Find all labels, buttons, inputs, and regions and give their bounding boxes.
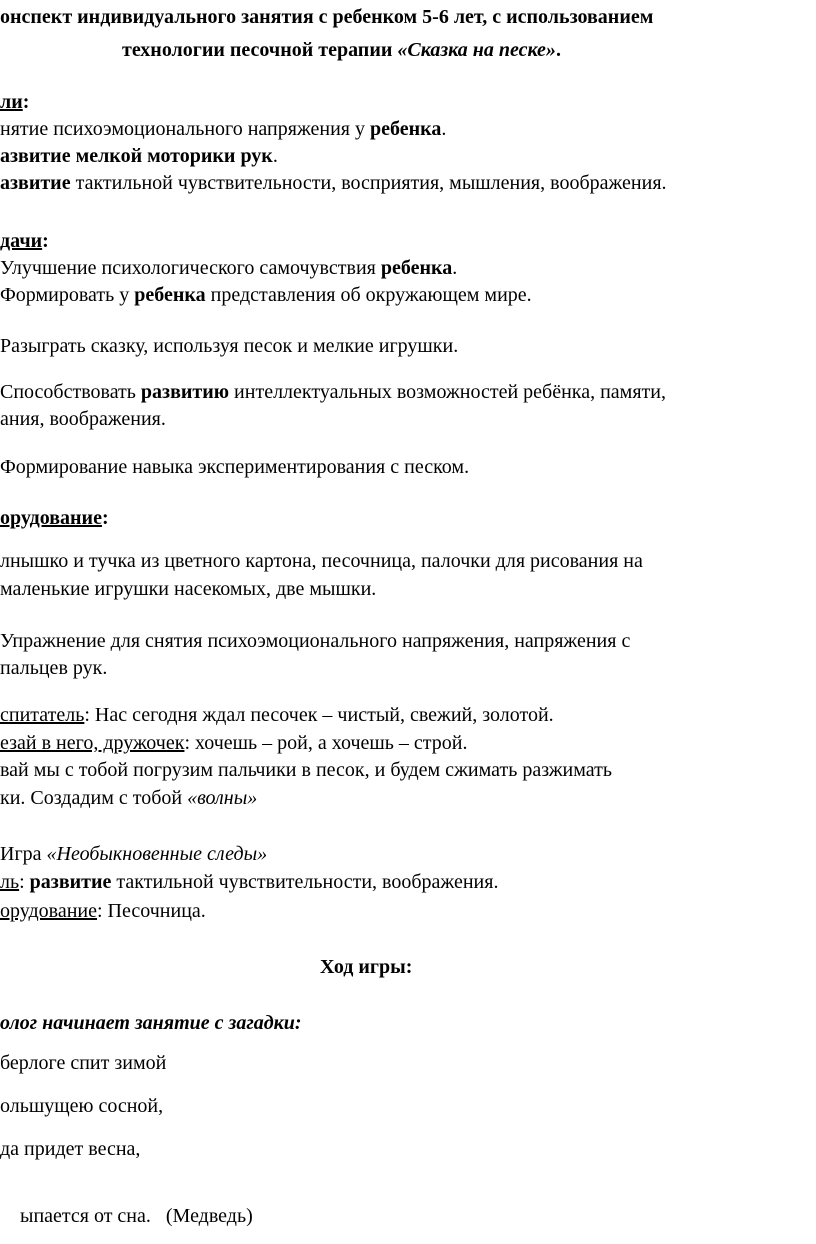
riddle-line-2-text: ольшущею сосной, [0, 1095, 164, 1117]
game-goal-text: тактильной чувствительности, воображения. [111, 871, 499, 893]
task-item-3-text: Разыграть сказку, используя песок и мелкие игрушки. [0, 335, 459, 357]
game-equipment-label: орудование [0, 900, 97, 922]
equipment-line-1 [0, 549, 643, 573]
task-item-2 [0, 283, 532, 307]
tasks-heading [0, 229, 49, 253]
task-item-5 [0, 455, 469, 479]
game-equipment-text: : Песочница. [97, 900, 206, 922]
game-goal-label: ль [0, 871, 20, 893]
goal-item-3-bold: азвитие [0, 172, 71, 194]
game-title [0, 842, 267, 866]
poem-line-2-text: : хочешь – рой, а хочешь – строй. [184, 732, 468, 754]
game-goal-bold: развитие [29, 871, 112, 893]
riddle-intro-text: олог начинает занятие с загадки: [0, 1012, 302, 1034]
poem-line-3 [0, 758, 612, 782]
exercise-line-1 [0, 629, 630, 653]
poem-line-1-speaker: спитатель [0, 704, 85, 726]
task-item-2-end: представления об окружающем мире. [205, 284, 532, 306]
course-heading-text: Ход игры: [320, 956, 413, 978]
task-item-4-rest: интеллектуальных возможностей ребёнка, памяти, [229, 381, 666, 403]
riddle-line-1 [0, 1051, 166, 1075]
goal-item-2-end: . [272, 145, 278, 167]
riddle-line-2 [0, 1094, 163, 1118]
poem-line-4 [0, 786, 257, 810]
game-title-prefix: Игра [0, 843, 47, 865]
poem-line-1-text: : Нас сегодня ждал песочек – чистый, свежий, золотой. [84, 704, 554, 726]
game-title-name: «Необыкновенные следы» [46, 843, 268, 865]
poem-line-2 [0, 731, 468, 755]
title-text-1: онспект индивидуального занятия с ребенком 5-6 лет, с использованием [0, 6, 654, 28]
poem-line-3-text: вай мы с тобой погрузим пальчики в песок, и будем сжимать разжимать [0, 759, 613, 781]
goal-item-2-bold: азвитие мелкой моторики рук [0, 145, 273, 167]
game-equipment [0, 899, 206, 923]
equipment-line-2 [0, 577, 376, 601]
task-item-2-text: Формировать у [0, 284, 135, 306]
exercise-line-2 [0, 656, 107, 680]
goals-heading-colon: : [22, 91, 30, 113]
task-item-4-continuation [0, 407, 166, 431]
riddle-line-4 [0, 1180, 253, 1244]
poem-line-4-text: ки. Создадим с тобой [0, 787, 188, 809]
task-item-5-text: Формирование навыка экспериментирования с песком. [0, 456, 470, 478]
task-item-3 [0, 334, 458, 358]
goal-item-2 [0, 144, 278, 168]
goal-item-1 [0, 117, 446, 141]
goal-item-1-bold: ребенка [369, 118, 442, 140]
riddle-line-1-text: берлоге спит зимой [0, 1052, 167, 1074]
equipment-line-2-text: маленькие игрушки насекомых, две мышки. [0, 578, 377, 600]
task-item-4 [0, 380, 666, 404]
title-period: . [555, 39, 561, 61]
document-title-line-1 [0, 5, 653, 29]
goal-item-3-text: тактильной чувствительности, восприятия, мышления, воображения. [70, 172, 667, 194]
poem-line-4-italic: «волны» [187, 787, 258, 809]
title-text-2: технологии песочной терапии [122, 39, 398, 61]
exercise-line-2-text: пальцев рук. [0, 657, 108, 679]
tasks-heading-text: дачи [0, 230, 43, 252]
game-goal-colon: : [19, 871, 30, 893]
task-item-4-bold: развитию [140, 381, 230, 403]
tasks-heading-colon: : [42, 230, 49, 252]
equipment-line-1-text: лнышко и тучка из цветного картона, песочница, палочки для рисования на [0, 550, 643, 572]
title-fairy-tale-name: «Сказка на песке» [397, 39, 556, 61]
equipment-heading-colon: : [101, 507, 109, 529]
task-item-4-text: Способствовать [0, 381, 141, 403]
equipment-heading-text: орудование [0, 507, 102, 529]
task-item-1-end: . [452, 257, 458, 279]
equipment-heading [0, 506, 109, 530]
riddle-intro [0, 1011, 302, 1035]
task-item-2-bold: ребенка [134, 284, 206, 306]
goal-item-1-text: нятие психоэмоционального напряжения у [0, 118, 370, 140]
goal-item-3 [0, 171, 667, 195]
goal-item-1-end: . [441, 118, 447, 140]
goals-heading [0, 90, 29, 114]
riddle-line-3 [0, 1137, 140, 1161]
goals-heading-text: ли [0, 91, 23, 113]
task-item-4-continuation-text: ания, воображения. [0, 408, 166, 430]
task-item-1 [0, 256, 457, 280]
task-item-1-text: Улучшение психологического самочувствия [0, 257, 381, 279]
poem-line-1 [0, 703, 554, 727]
riddle-line-3-text: да придет весна, [0, 1138, 141, 1160]
course-heading [320, 955, 412, 979]
exercise-line-1-text: Упражнение для снятия психоэмоционального напряжения, напряжения с [0, 630, 631, 652]
game-goal [0, 870, 498, 894]
poem-line-2-underlined: езай в него, дружочек [0, 732, 185, 754]
document-title-line-2 [122, 38, 561, 62]
task-item-1-bold: ребенка [380, 257, 453, 279]
riddle-line-4-text: ыпается от сна. (Медведь) [20, 1205, 253, 1227]
